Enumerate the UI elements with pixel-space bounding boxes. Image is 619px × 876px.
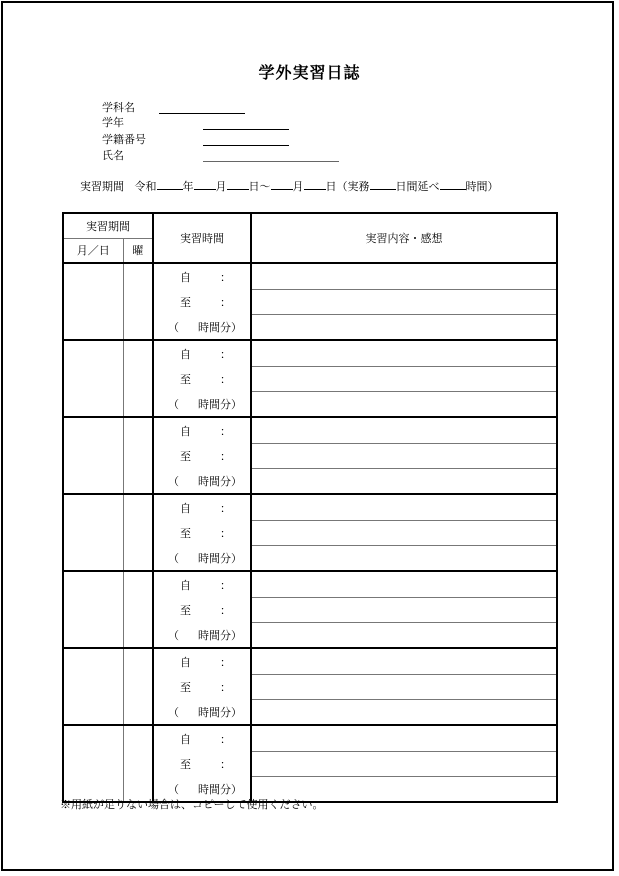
header-time: 実習時間 bbox=[153, 213, 251, 263]
date-cell[interactable] bbox=[63, 340, 123, 417]
content-line[interactable] bbox=[251, 520, 557, 545]
log-table-body bbox=[63, 213, 557, 802]
month-blank[interactable] bbox=[194, 180, 216, 190]
duration-cell[interactable] bbox=[153, 545, 251, 571]
end-time-cell[interactable] bbox=[153, 289, 251, 314]
from-label: 自 bbox=[180, 425, 191, 438]
time-colon: ： bbox=[220, 296, 231, 309]
duration-label: 時間分） bbox=[198, 398, 242, 411]
to-label: 至 bbox=[180, 758, 191, 771]
to-label: 至 bbox=[180, 527, 191, 540]
start-time-cell[interactable] bbox=[153, 725, 251, 751]
duration-paren: （ bbox=[168, 321, 179, 334]
duration-paren: （ bbox=[168, 552, 179, 565]
total-hours-blank[interactable] bbox=[440, 180, 466, 190]
end-time-cell[interactable] bbox=[153, 520, 251, 545]
weekday-cell[interactable] bbox=[123, 725, 153, 802]
duration-label: 時間分） bbox=[198, 783, 242, 796]
content-line[interactable] bbox=[251, 314, 557, 340]
duration-cell[interactable] bbox=[153, 391, 251, 417]
from-label: 自 bbox=[180, 502, 191, 515]
content-line[interactable] bbox=[251, 443, 557, 468]
duration-paren: （ bbox=[168, 398, 179, 411]
time-colon: ： bbox=[220, 527, 231, 540]
content-line[interactable] bbox=[251, 494, 557, 520]
footnote: ※用紙が足りない場合は、コピーして使用ください。 bbox=[60, 798, 324, 811]
page-title: 学外実習日誌 bbox=[258, 63, 361, 82]
time-colon: ： bbox=[220, 681, 231, 694]
time-colon: ： bbox=[220, 450, 231, 463]
to-label: 至 bbox=[180, 681, 191, 694]
content-line[interactable] bbox=[251, 622, 557, 648]
time-colon: ： bbox=[220, 425, 231, 438]
month2-blank[interactable] bbox=[271, 180, 293, 190]
hours-label: 時間） bbox=[465, 180, 499, 193]
content-line[interactable] bbox=[251, 545, 557, 571]
content-line[interactable] bbox=[251, 571, 557, 597]
content-line[interactable] bbox=[251, 417, 557, 443]
content-line[interactable] bbox=[251, 263, 557, 289]
content-line[interactable] bbox=[251, 597, 557, 622]
duration-paren: （ bbox=[168, 629, 179, 642]
year-blank[interactable] bbox=[157, 180, 183, 190]
field-label-grade: 学年 bbox=[102, 116, 124, 129]
from-label: 自 bbox=[180, 579, 191, 592]
end-time-cell[interactable] bbox=[153, 674, 251, 699]
time-colon: ： bbox=[220, 271, 231, 284]
date-cell[interactable] bbox=[63, 648, 123, 725]
weekday-cell[interactable] bbox=[123, 417, 153, 494]
date-cell[interactable] bbox=[63, 417, 123, 494]
date-cell[interactable] bbox=[63, 725, 123, 802]
duration-cell[interactable] bbox=[153, 699, 251, 725]
time-colon: ： bbox=[220, 758, 231, 771]
field-label-student-id: 学籍番号 bbox=[102, 133, 146, 146]
student-id-field[interactable] bbox=[203, 145, 289, 146]
to-label: 至 bbox=[180, 450, 191, 463]
content-line[interactable] bbox=[251, 751, 557, 776]
end-time-cell[interactable] bbox=[153, 366, 251, 391]
content-line[interactable] bbox=[251, 699, 557, 725]
weekday-cell[interactable] bbox=[123, 648, 153, 725]
content-line[interactable] bbox=[251, 289, 557, 314]
duration-label: 時間分） bbox=[198, 706, 242, 719]
date-cell[interactable] bbox=[63, 571, 123, 648]
duration-cell[interactable] bbox=[153, 314, 251, 340]
time-colon: ： bbox=[220, 579, 231, 592]
month2-label: 月 bbox=[292, 180, 304, 193]
header-weekday: 曜 bbox=[123, 238, 153, 263]
from-label: 自 bbox=[180, 271, 191, 284]
duration-label: 時間分） bbox=[198, 321, 242, 334]
duration-label: 時間分） bbox=[198, 552, 242, 565]
time-colon: ： bbox=[220, 656, 231, 669]
work-days-blank[interactable] bbox=[370, 180, 396, 190]
table-row bbox=[63, 494, 557, 520]
start-time-cell[interactable] bbox=[153, 263, 251, 289]
day-label: 日～ bbox=[248, 180, 271, 193]
end-time-cell[interactable] bbox=[153, 597, 251, 622]
end-time-cell[interactable] bbox=[153, 751, 251, 776]
content-line[interactable] bbox=[251, 648, 557, 674]
content-line[interactable] bbox=[251, 366, 557, 391]
table-row bbox=[63, 571, 557, 597]
day2-blank[interactable] bbox=[304, 180, 326, 190]
to-label: 至 bbox=[180, 373, 191, 386]
content-line[interactable] bbox=[251, 725, 557, 751]
table-row bbox=[63, 263, 557, 289]
table-row bbox=[63, 725, 557, 751]
year-label: 年 bbox=[182, 180, 194, 193]
era-label: 令和 bbox=[134, 180, 157, 193]
duration-paren: （ bbox=[168, 706, 179, 719]
weekday-cell[interactable] bbox=[123, 340, 153, 417]
end-time-cell[interactable] bbox=[153, 443, 251, 468]
date-cell[interactable] bbox=[63, 494, 123, 571]
content-line[interactable] bbox=[251, 391, 557, 417]
header-date: 月／日 bbox=[63, 238, 123, 263]
weekday-cell[interactable] bbox=[123, 571, 153, 648]
table-row bbox=[63, 340, 557, 366]
content-line[interactable] bbox=[251, 468, 557, 494]
to-label: 至 bbox=[180, 604, 191, 617]
start-time-cell[interactable] bbox=[153, 417, 251, 443]
header-content: 実習内容・感想 bbox=[251, 213, 557, 263]
start-time-cell[interactable] bbox=[153, 340, 251, 366]
time-colon: ： bbox=[220, 348, 231, 361]
from-label: 自 bbox=[180, 656, 191, 669]
start-time-cell[interactable] bbox=[153, 648, 251, 674]
name-field[interactable] bbox=[203, 161, 339, 162]
duration-cell[interactable] bbox=[153, 622, 251, 648]
duration-paren: （ bbox=[168, 783, 179, 796]
time-colon: ： bbox=[220, 373, 231, 386]
time-colon: ： bbox=[220, 502, 231, 515]
log-table bbox=[62, 212, 558, 803]
start-time-cell[interactable] bbox=[153, 571, 251, 597]
content-line[interactable] bbox=[251, 340, 557, 366]
duration-label: 時間分） bbox=[198, 475, 242, 488]
weekday-cell[interactable] bbox=[123, 263, 153, 340]
date-cell[interactable] bbox=[63, 263, 123, 340]
period-label: 実習期間 bbox=[80, 180, 124, 193]
period-row bbox=[80, 180, 499, 194]
start-time-cell[interactable] bbox=[153, 494, 251, 520]
from-label: 自 bbox=[180, 733, 191, 746]
table-row bbox=[63, 417, 557, 443]
field-label-department: 学科名 bbox=[102, 101, 135, 114]
from-label: 自 bbox=[180, 348, 191, 361]
duration-cell[interactable] bbox=[153, 468, 251, 494]
day2-label: 日（実務 bbox=[325, 180, 370, 193]
duration-label: 時間分） bbox=[198, 629, 242, 642]
department-field[interactable] bbox=[159, 113, 245, 114]
delay-label: 日間延べ bbox=[395, 180, 440, 193]
day-blank[interactable] bbox=[227, 180, 249, 190]
table-row bbox=[63, 648, 557, 674]
grade-field[interactable] bbox=[203, 129, 289, 130]
to-label: 至 bbox=[180, 296, 191, 309]
month-label: 月 bbox=[215, 180, 227, 193]
duration-paren: （ bbox=[168, 475, 179, 488]
content-line[interactable] bbox=[251, 674, 557, 699]
field-label-name: 氏名 bbox=[102, 149, 124, 162]
time-colon: ： bbox=[220, 604, 231, 617]
weekday-cell[interactable] bbox=[123, 494, 153, 571]
time-colon: ： bbox=[220, 733, 231, 746]
header-period: 実習期間 bbox=[63, 213, 153, 238]
